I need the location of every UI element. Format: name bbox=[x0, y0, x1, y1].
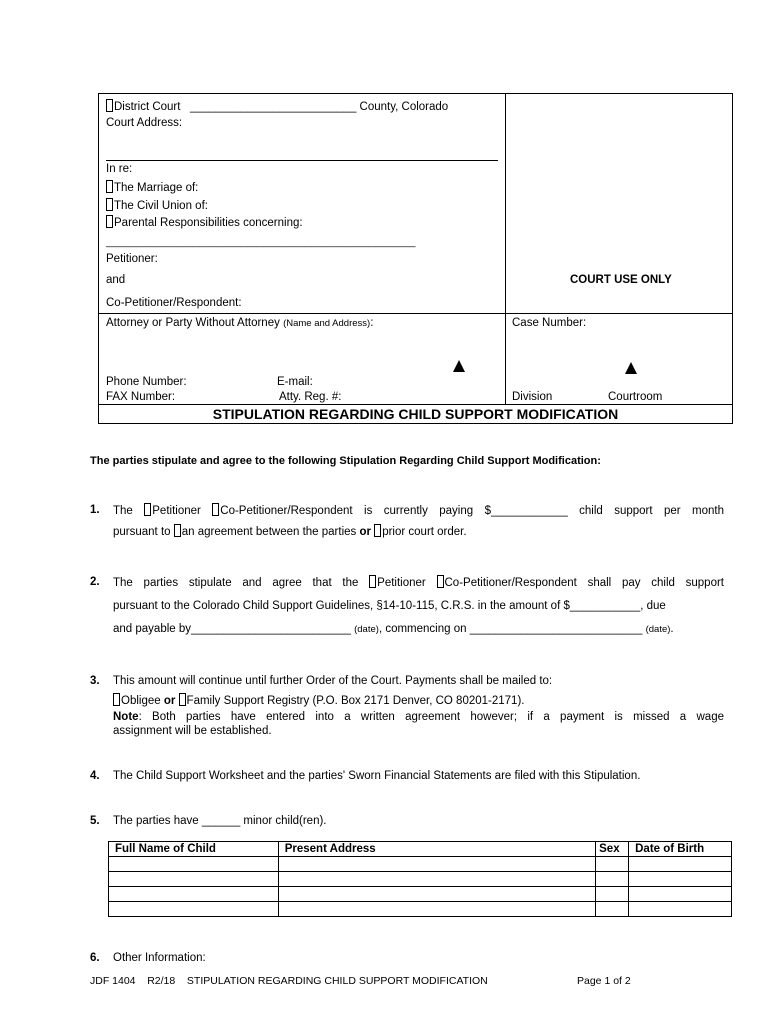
marriage-option bbox=[106, 180, 198, 195]
attorney-small-text: (Name and Address) bbox=[283, 318, 371, 329]
attorney-label bbox=[106, 316, 373, 331]
child-dob-cell[interactable] bbox=[629, 902, 732, 917]
court-use-only-label: COURT USE ONLY bbox=[570, 274, 672, 286]
table-row bbox=[109, 902, 732, 917]
courtroom-label: Courtroom bbox=[608, 391, 663, 403]
item-1-prior-checkbox[interactable] bbox=[374, 524, 381, 537]
registry-checkbox[interactable] bbox=[179, 693, 186, 706]
item-2-petitioner-checkbox[interactable] bbox=[369, 575, 376, 588]
triangle-right-icon bbox=[625, 362, 637, 374]
item-2-date-hint-1: (date) bbox=[354, 624, 379, 635]
email-label: E-mail: bbox=[277, 376, 313, 388]
obligee-checkbox[interactable] bbox=[113, 693, 120, 706]
obligee-label: Obligee bbox=[121, 695, 161, 707]
civil-union-label: The Civil Union of: bbox=[114, 200, 208, 212]
child-name-cell[interactable] bbox=[109, 887, 279, 902]
children-table bbox=[108, 841, 732, 917]
item-1-agreement-label: an agreement between the parties bbox=[181, 526, 357, 538]
item-2-co-checkbox[interactable] bbox=[437, 575, 444, 588]
item-3-line-2 bbox=[113, 693, 524, 708]
in-re-label: In re: bbox=[106, 163, 133, 175]
item-2-petitioner-label: Petitioner bbox=[377, 577, 426, 589]
caption-address-line bbox=[106, 160, 498, 161]
atty-reg-label: Atty. Reg. #: bbox=[279, 391, 342, 403]
item-1-co-label: Co-Petitioner/Respondent is currently paying $____________ child support per month bbox=[220, 505, 724, 517]
item-1-petitioner-label: Petitioner bbox=[152, 505, 201, 517]
item-2-number: 2. bbox=[90, 576, 100, 588]
attorney-text: Attorney or Party Without Attorney bbox=[106, 317, 280, 329]
footer-form-id: JDF 1404 bbox=[90, 975, 136, 987]
item-3-note bbox=[113, 710, 724, 724]
item-1-line-2 bbox=[113, 524, 467, 539]
child-address-cell[interactable] bbox=[278, 872, 595, 887]
note-label: Note bbox=[113, 711, 139, 723]
child-sex-cell[interactable] bbox=[596, 857, 629, 872]
case-number-label: Case Number: bbox=[512, 317, 587, 329]
item-3-or: or bbox=[163, 695, 176, 707]
district-court-line bbox=[106, 99, 448, 114]
county-field[interactable]: __________________________ bbox=[190, 101, 357, 113]
co-petitioner-label: Co-Petitioner/Respondent: bbox=[106, 297, 242, 309]
footer-title: STIPULATION REGARDING CHILD SUPPORT MODIFICATION bbox=[186, 975, 488, 987]
item-2-dot: . bbox=[670, 623, 674, 635]
header-date-of-birth: Date of Birth bbox=[629, 842, 732, 857]
item-1-agreement-checkbox[interactable] bbox=[174, 524, 181, 537]
item-1-text-a: The bbox=[113, 505, 133, 517]
item-2-co-label: Co-Petitioner/Respondent shall pay child support bbox=[444, 577, 725, 589]
civil-union-option bbox=[106, 198, 208, 213]
item-4-text: The Child Support Worksheet and the parties' Sworn Financial Statements are filed with this Stipulation. bbox=[113, 770, 641, 782]
court-address-label: Court Address: bbox=[106, 117, 183, 129]
caption-divider-vertical bbox=[505, 93, 506, 404]
item-5-number: 5. bbox=[90, 815, 100, 827]
civil-union-checkbox[interactable] bbox=[106, 198, 113, 211]
triangle-left-icon bbox=[453, 360, 465, 372]
header-sex: Sex bbox=[596, 842, 629, 857]
item-1-number: 1. bbox=[90, 504, 100, 516]
item-3-note-line-2: assignment will be established. bbox=[113, 725, 272, 737]
child-dob-cell[interactable] bbox=[629, 872, 732, 887]
item-2-line-3 bbox=[113, 622, 674, 637]
child-name-cell[interactable] bbox=[109, 872, 279, 887]
parental-label: Parental Responsibilities concerning: bbox=[114, 217, 303, 229]
children-table-header bbox=[109, 842, 732, 857]
child-name-cell[interactable] bbox=[109, 902, 279, 917]
item-2-due-date-field[interactable]: and payable by_________________________ bbox=[113, 623, 351, 635]
item-1-or: or bbox=[359, 526, 371, 538]
phone-label: Phone Number: bbox=[106, 376, 187, 388]
note-text: : Both parties have entered into a written agreement however; if a payment is missed a wage bbox=[138, 711, 724, 723]
and-label: and bbox=[106, 274, 126, 286]
child-sex-cell[interactable] bbox=[596, 887, 629, 902]
item-2-line-2: pursuant to the Colorado Child Support Guidelines, §14-10-115, C.R.S. in the amount of $___________, due bbox=[113, 600, 666, 612]
table-row bbox=[109, 857, 732, 872]
caption-attorney-line bbox=[98, 313, 733, 314]
item-2-line-1 bbox=[113, 575, 724, 590]
child-dob-cell[interactable] bbox=[629, 857, 732, 872]
item-4-number: 4. bbox=[90, 770, 100, 782]
footer-page: Page 1 of 2 bbox=[577, 975, 631, 987]
form-title: STIPULATION REGARDING CHILD SUPPORT MODIFICATION bbox=[212, 406, 619, 422]
item-3-line-1: This amount will continue until further Order of the Court. Payments shall be mailed to: bbox=[113, 675, 553, 687]
footer bbox=[90, 974, 488, 988]
marriage-label: The Marriage of: bbox=[114, 182, 199, 194]
footer-rev: R2/18 bbox=[147, 975, 176, 987]
header-present-address: Present Address bbox=[278, 842, 595, 857]
item-1-text-b: pursuant to bbox=[113, 526, 171, 538]
county-suffix: County, Colorado bbox=[359, 101, 449, 113]
item-3-number: 3. bbox=[90, 675, 100, 687]
parental-checkbox[interactable] bbox=[106, 215, 113, 228]
district-court-label: District Court bbox=[114, 101, 181, 113]
parental-option bbox=[106, 215, 303, 230]
header-full-name: Full Name of Child bbox=[109, 842, 279, 857]
child-name-cell[interactable] bbox=[109, 857, 279, 872]
petitioner-label: Petitioner: bbox=[106, 253, 158, 265]
item-2-commencing-field[interactable]: , commencing on ___________________________ bbox=[378, 623, 643, 635]
item-2-date-hint-2: (date) bbox=[645, 624, 671, 635]
caption-box bbox=[98, 93, 733, 424]
child-dob-cell[interactable] bbox=[629, 887, 732, 902]
child-address-cell[interactable] bbox=[278, 857, 595, 872]
table-row bbox=[109, 872, 732, 887]
child-address-cell[interactable] bbox=[278, 887, 595, 902]
fax-label: FAX Number: bbox=[106, 391, 176, 403]
marriage-checkbox[interactable] bbox=[106, 180, 113, 193]
item-1-line-1 bbox=[113, 503, 724, 518]
item-1-petitioner-checkbox[interactable] bbox=[144, 503, 151, 516]
item-6-text: Other Information: bbox=[113, 952, 206, 964]
item-5-text: The parties have ______ minor child(ren). bbox=[113, 815, 327, 827]
party-name-line[interactable]: _____________________________________________________ bbox=[106, 236, 416, 248]
child-address-cell[interactable] bbox=[278, 902, 595, 917]
division-label: Division bbox=[512, 391, 553, 403]
table-row bbox=[109, 887, 732, 902]
item-6-number: 6. bbox=[90, 952, 100, 964]
child-sex-cell[interactable] bbox=[596, 872, 629, 887]
intro-text: The parties stipulate and agree to the following Stipulation Regarding Child Support Modification: bbox=[90, 455, 601, 467]
item-1-prior-label: prior court order. bbox=[382, 526, 467, 538]
district-court-checkbox[interactable] bbox=[106, 99, 113, 112]
item-2-text-a: The parties stipulate and agree that the bbox=[113, 577, 359, 589]
registry-label: Family Support Registry (P.O. Box 2171 Denver, CO 80201-2171). bbox=[186, 695, 525, 707]
item-1-co-checkbox[interactable] bbox=[212, 503, 219, 516]
child-sex-cell[interactable] bbox=[596, 902, 629, 917]
attorney-colon: : bbox=[370, 317, 374, 329]
